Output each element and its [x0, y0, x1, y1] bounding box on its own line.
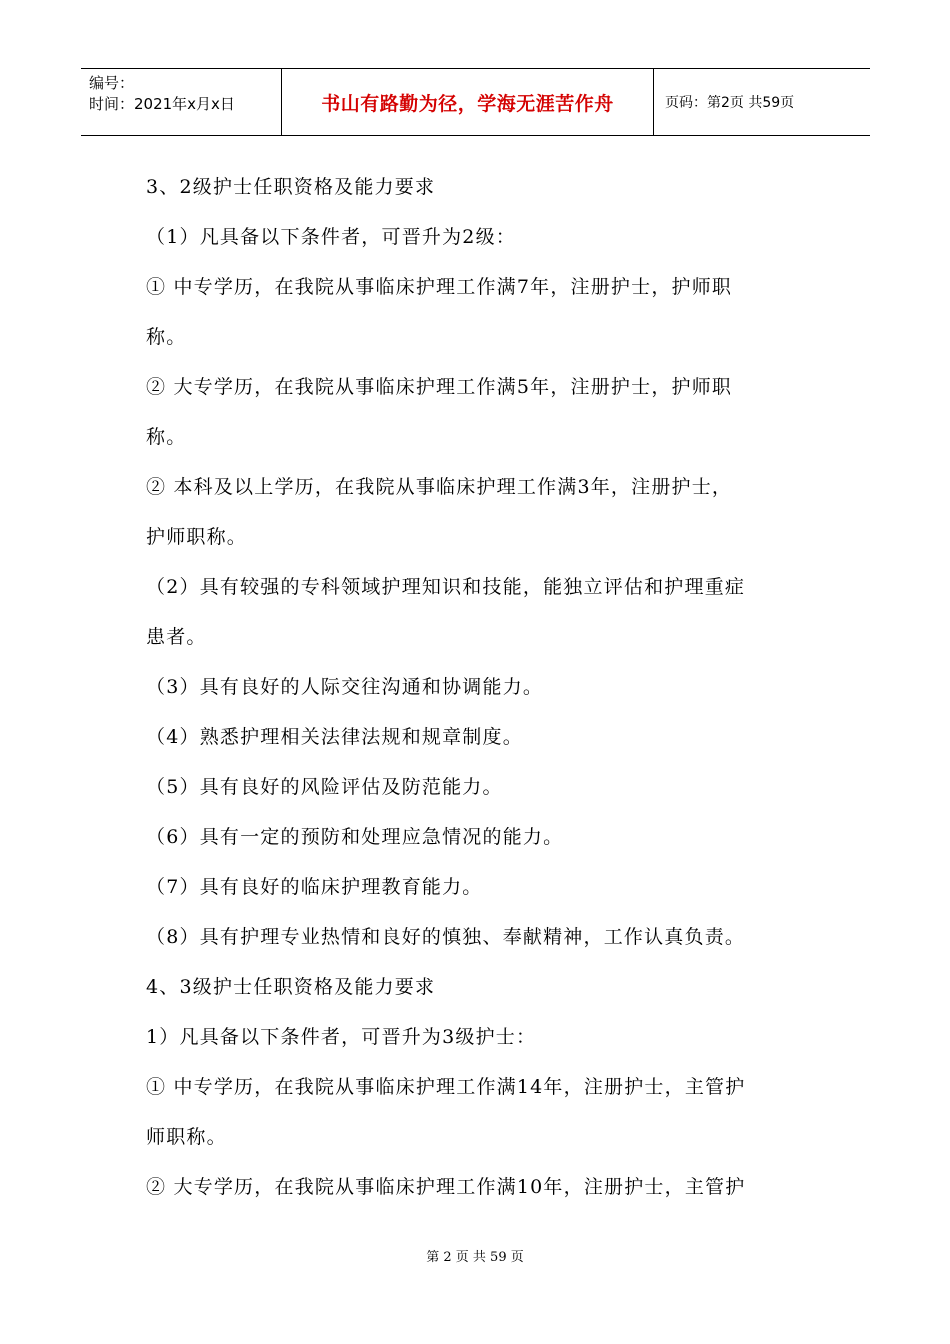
body-line: （4）熟悉护理相关法律法规和规章制度。 [146, 726, 523, 748]
body-line: ① 中专学历，在我院从事临床护理工作满7年，注册护士，护师职 [146, 276, 733, 298]
body-line: （1）凡具备以下条件者，可晋升为2级： [146, 226, 516, 248]
body-line: （7）具有良好的临床护理教育能力。 [146, 876, 483, 898]
body-line: （3）具有良好的人际交往沟通和协调能力。 [146, 676, 544, 698]
body-line: （5）具有良好的风险评估及防范能力。 [146, 776, 503, 798]
document-date-label: 时间：2021年x月x日 [89, 95, 235, 113]
body-line: ② 大专学历，在我院从事临床护理工作满5年，注册护士，护师职 [146, 376, 733, 398]
body-line: （2）具有较强的专科领域护理知识和技能，能独立评估和护理重症 [146, 576, 746, 598]
document-number-label: 编号： [89, 74, 135, 92]
body-line: 4、3级护士任职资格及能力要求 [146, 976, 436, 998]
body-line: 1）凡具备以下条件者，可晋升为3级护士： [146, 1026, 537, 1048]
body-line: （6）具有一定的预防和处理应急情况的能力。 [146, 826, 564, 848]
header-page-label: 页码：第2页 共59页 [665, 95, 795, 111]
header-motto: 书山有路勤为径，学海无涯苦作舟 [321, 92, 614, 115]
body-line: 患者。 [146, 626, 207, 648]
page-footer [0, 1246, 950, 1265]
footer-page-number: 第 2 页 共 59 页 [426, 1250, 524, 1265]
header-motto-cell [282, 69, 654, 135]
body-line: 师职称。 [146, 1126, 227, 1148]
body-line: 称。 [146, 426, 187, 448]
body-line: 护师职称。 [146, 526, 248, 548]
body-line: （8）具有护理专业热情和良好的慎独、奉献精神，工作认真负责。 [146, 926, 746, 948]
header-meta [81, 69, 282, 135]
document-header [81, 68, 870, 136]
body-line: ② 大专学历，在我院从事临床护理工作满10年，注册护士，主管护 [146, 1176, 746, 1198]
body-line: ① 中专学历，在我院从事临床护理工作满14年，注册护士，主管护 [146, 1076, 746, 1098]
body-line: 3、2级护士任职资格及能力要求 [146, 176, 436, 198]
header-page-cell [654, 69, 870, 135]
body-line: 称。 [146, 326, 187, 348]
body-line: ② 本科及以上学历，在我院从事临床护理工作满3年，注册护士， [146, 476, 733, 498]
